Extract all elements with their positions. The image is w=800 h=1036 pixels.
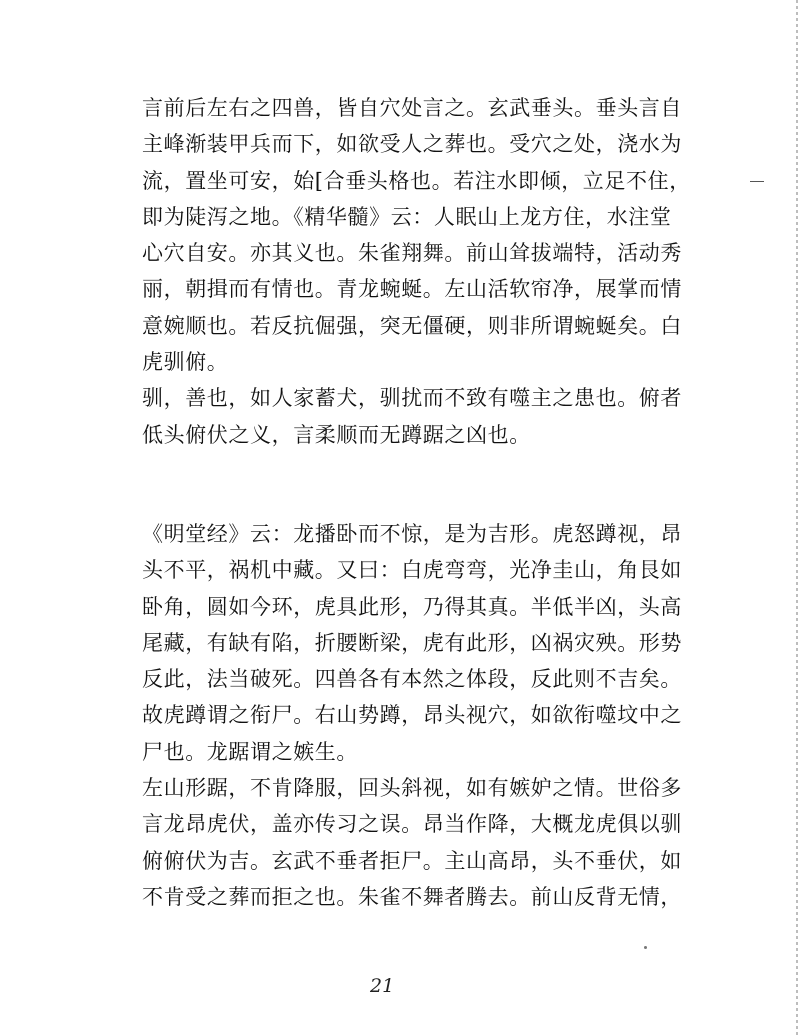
- text-line: 驯，善也，如人家蓄犬，驯扰而不致有噬主之患也。俯者: [142, 386, 682, 411]
- text-block-1: [142, 90, 691, 453]
- text-line: 言前后左右之四兽，皆自穴处言之。玄武垂头。垂头言自: [142, 96, 682, 120]
- text-line: 心穴自安。亦其义也。朱雀翔舞。前山耸拔端特，活动秀: [142, 241, 682, 266]
- text-line: 左山形踞，不肯降服，回头斜视，如有嫉妒之情。世俗多: [142, 776, 682, 801]
- scan-edge: [796, 0, 798, 1036]
- text-line: 主峰渐装甲兵而下，如欲受人之葬也。受穴之处，浇水为: [142, 132, 682, 157]
- text-line: 俯俯伏为吉。玄武不垂者拒尸。主山高昂，头不垂伏，如: [142, 848, 682, 873]
- text-line: 尸也。龙踞谓之嫉生。: [142, 739, 358, 764]
- text-line: 卧角，圆如今环，虎具此形，乃得其真。半低半凶，头高: [142, 594, 682, 619]
- text-line: 尾藏，有缺有陷，折腰断梁，虎有此形，凶祸灾殃。形势: [142, 630, 682, 655]
- page-number: 21: [370, 975, 395, 997]
- scan-speck: [644, 946, 647, 949]
- text-line: 即为陡泻之地。《精华髓》云：人眠山上龙方住，水注堂: [142, 204, 672, 229]
- text-line: 意婉顺也。若反抗倔强，突无僵硬，则非所谓蜿蜒矣。白: [142, 313, 682, 338]
- text-block-2: [142, 516, 682, 915]
- text-line: 流，置坐可安，始[合垂头格也。若注水即倾，立足不住，: [142, 168, 691, 193]
- text-line: 言龙昂虎伏，盖亦传习之误。昂当作降，大概龙虎俱以驯: [142, 812, 682, 837]
- text-line: 低头俯伏之义，言柔顺而无蹲踞之凶也。: [142, 422, 531, 447]
- text-line: 丽，朝揖而有情也。青龙蜿蜒。左山活软帘净，展掌而情: [142, 277, 682, 302]
- text-line: 虎驯俯。: [142, 350, 229, 375]
- text-line: 反此，法当破死。四兽各有本然之体段，反此则不吉矣。: [142, 667, 682, 692]
- text-line: 《明堂经》云：龙播卧而不惊，是为吉形。虎怒蹲视，昂: [142, 522, 682, 546]
- text-line: 不肯受之葬而拒之也。朱雀不舞者腾去。前山反背无情，: [142, 884, 682, 909]
- text-line: 头不平，祸机中藏。又曰：白虎弯弯，光净圭山，角艮如: [142, 558, 682, 583]
- scan-mark: [750, 181, 764, 182]
- text-line: 故虎蹲谓之衔尸。右山势蹲，昂头视穴，如欲衔噬坟中之: [142, 703, 682, 728]
